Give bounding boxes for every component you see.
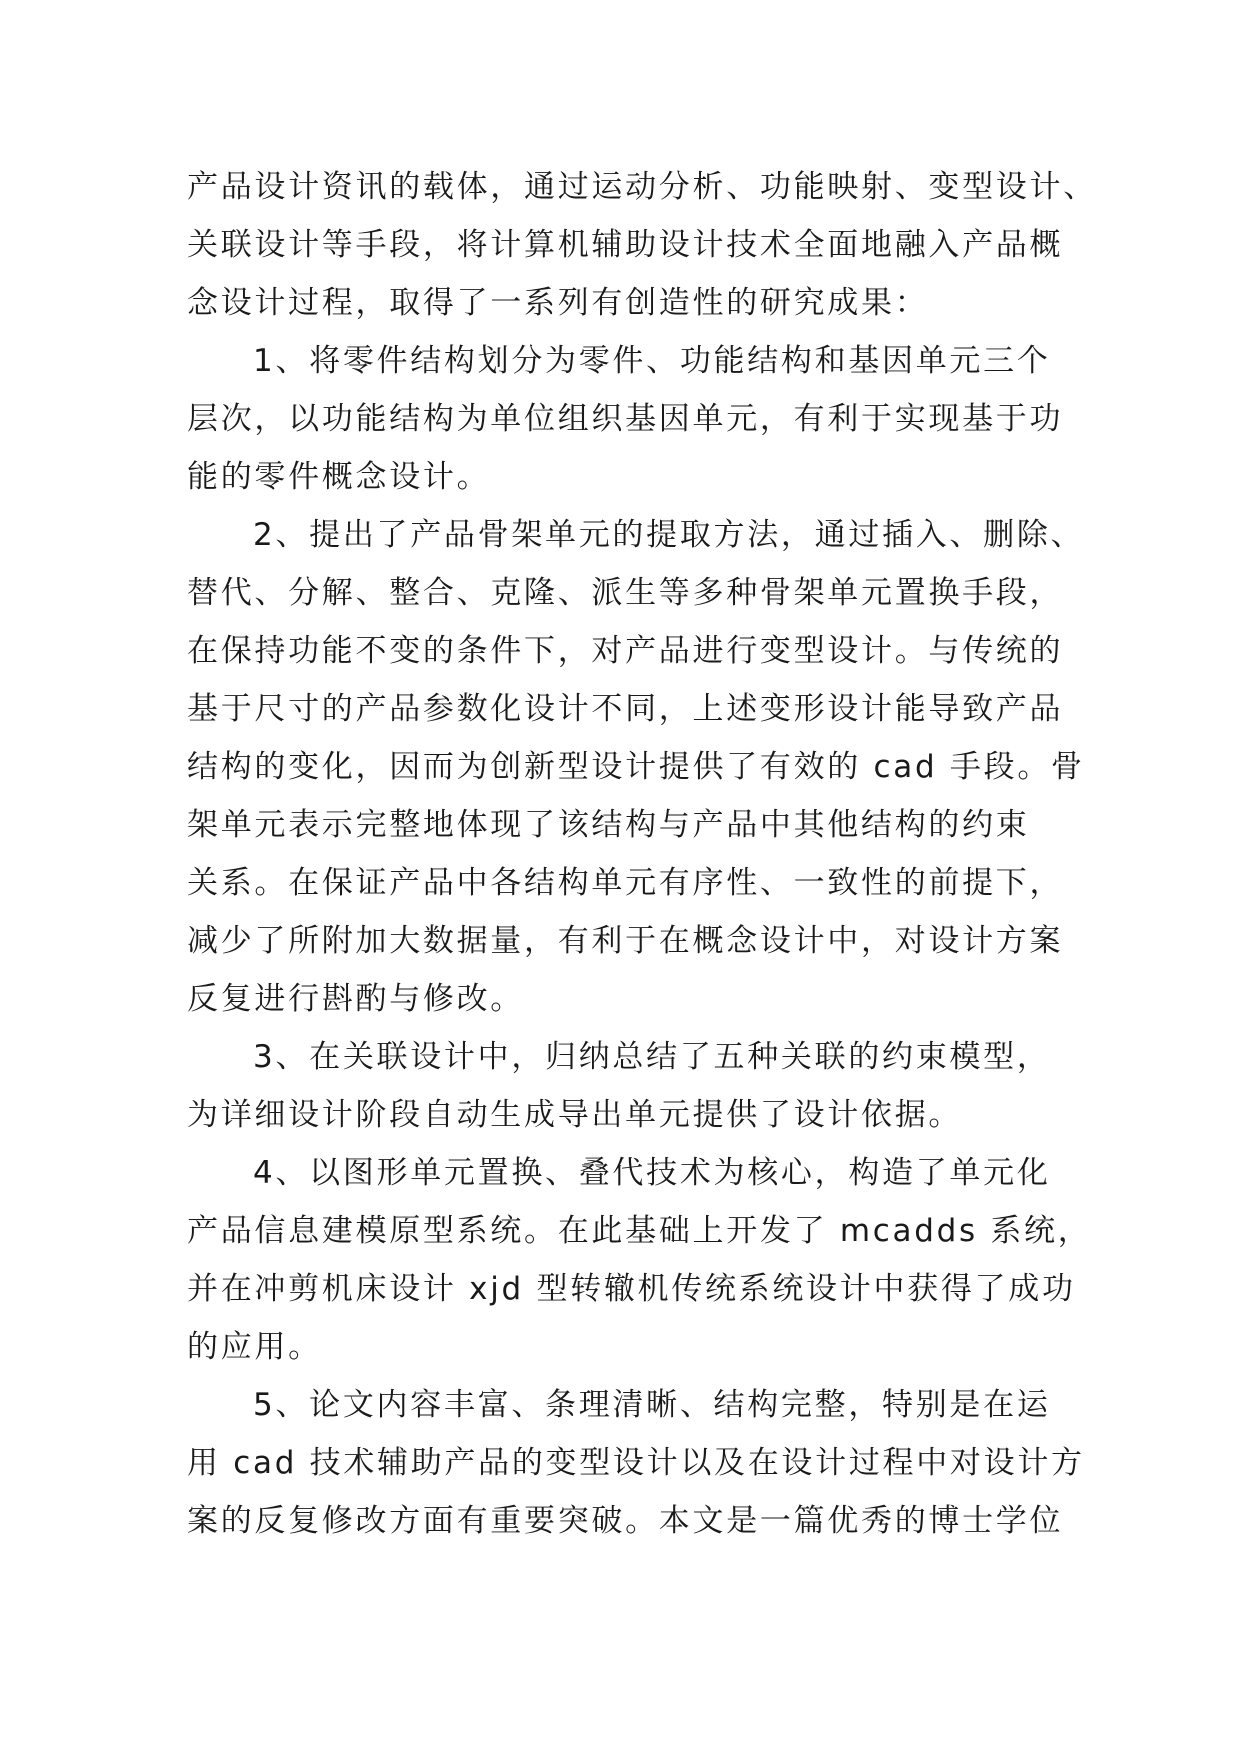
text-line: 2、提出了产品骨架单元的提取方法，通过插入、删除、 xyxy=(253,517,1085,553)
text-line: 架单元表示完整地体现了该结构与产品中其他结构的约束 xyxy=(187,807,1030,843)
text-line: 念设计过程，取得了一系列有创造性的研究成果： xyxy=(187,285,929,321)
text-line: 并在冲剪机床设计 xjd 型转辙机传统系统设计中获得了成功 xyxy=(187,1271,1076,1307)
text-line: 能的零件概念设计。 xyxy=(187,459,491,495)
paragraph-item-1 xyxy=(187,332,1064,506)
text-line: 关系。在保证产品中各结构单元有序性、一致性的前提下， xyxy=(187,865,1064,901)
text-line: 案的反复修改方面有重要突破。本文是一篇优秀的博士学位 xyxy=(187,1503,1064,1539)
text-line: 用 cad 技术辅助产品的变型设计以及在设计过程中对设计方 xyxy=(187,1445,1085,1481)
text-line: 反复进行斟酌与修改。 xyxy=(187,981,524,1017)
text-line: 基于尺寸的产品参数化设计不同，上述变形设计能导致产品 xyxy=(187,691,1064,727)
text-line: 产品设计资讯的载体，通过运动分析、功能映射、变型设计、 xyxy=(187,169,1097,205)
paragraph-item-2 xyxy=(187,506,1085,1028)
text-line: 1、将零件结构划分为零件、功能结构和基因单元三个 xyxy=(253,343,1051,379)
text-line: 的应用。 xyxy=(187,1329,322,1365)
text-line: 产品信息建模原型系统。在此基础上开发了 mcadds 系统， xyxy=(187,1213,1092,1249)
text-line: 3、在关联设计中，归纳总结了五种关联的约束模型， xyxy=(253,1039,1051,1075)
text-line: 4、以图形单元置换、叠代技术为核心，构造了单元化 xyxy=(253,1155,1051,1191)
text-line: 替代、分解、整合、克隆、派生等多种骨架单元置换手段， xyxy=(187,575,1064,611)
text-line: 结构的变化，因而为创新型设计提供了有效的 cad 手段。骨 xyxy=(187,749,1085,785)
paragraph-intro xyxy=(187,158,1097,332)
text-line: 减少了所附加大数据量，有利于在概念设计中，对设计方案 xyxy=(187,923,1064,959)
document-body xyxy=(187,158,1097,1550)
paragraph-item-3 xyxy=(187,1028,1053,1144)
text-line: 为详细设计阶段自动生成导出单元提供了设计依据。 xyxy=(187,1097,963,1133)
paragraph-item-5 xyxy=(187,1376,1085,1550)
text-line: 5、论文内容丰富、条理清晰、结构完整，特别是在运 xyxy=(253,1387,1051,1423)
paragraph-item-4 xyxy=(187,1144,1092,1376)
text-line: 层次，以功能结构为单位组织基因单元，有利于实现基于功 xyxy=(187,401,1064,437)
text-line: 关联设计等手段，将计算机辅助设计技术全面地融入产品概 xyxy=(187,227,1064,263)
text-line: 在保持功能不变的条件下，对产品进行变型设计。与传统的 xyxy=(187,633,1064,669)
